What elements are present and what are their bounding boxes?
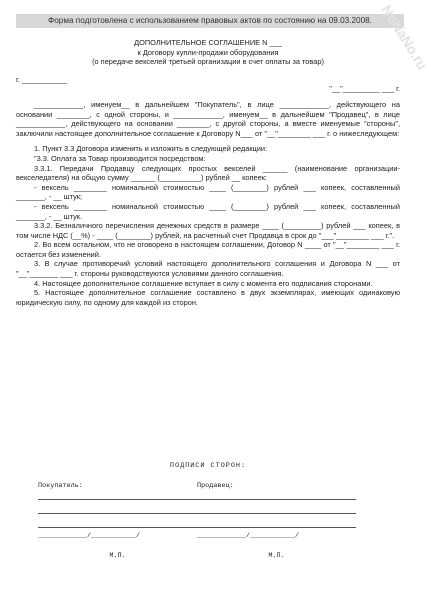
clause-1: 1. Пункт 3.3 Договора изменить и изложить в следующей редакции: (34, 144, 268, 154)
place-line: г. ___________ (16, 74, 68, 84)
signatures-title: ПОДПИСИ СТОРОН: (169, 462, 247, 470)
clause-5: 5. Настоящее дополнительное соглашение составлено в двух экземплярах, имеющих одинаковую юридическую силу, по одному для каждой из сторон. (16, 288, 400, 307)
clause-3: 3. В случае противоречий условий настоящего дополнительного соглашения и Договора N ___ от "__"_______ ___ г. стороны руководствуются условиями данного соглашения. (16, 259, 400, 279)
seller-label: Продавец: (197, 482, 234, 490)
buyer-line-2 (38, 504, 197, 514)
bill-item-1: - вексель ________ номинальной стоимостью ____ (________) рублей ___ копеек, составленный _______, - __ штук; (16, 182, 400, 202)
signatures-block (16, 462, 400, 560)
seller-line-3 (197, 518, 356, 528)
seller-sig-line: ____________/___________/ (197, 532, 299, 540)
document-title: ДОПОЛНИТЕЛЬНОЕ СОГЛАШЕНИЕ N ___ (134, 38, 282, 47)
clause-2: 2. Во всем остальном, что не оговорено в настоящем соглашении, Договор N ____ от "__"________ ___ г. остается без изменений. (16, 240, 400, 259)
document-body (16, 38, 400, 307)
date-line: "__"_________ ___ г. (329, 84, 400, 94)
document-subtitle-note: (о передаче векселей третьей организации в счет оплаты за товар) (92, 57, 324, 67)
clause-3-3-2: 3.3.2. Безналичного перечисления денежных средств в размере ____ (_________) рублей ___ копеек, в том числе НДС (__%) - ____ (________) рублей, на расчетный счет Продавца в срок до "___"________ ___ г.". (16, 221, 400, 240)
buyer-line-1 (38, 490, 197, 500)
buyer-sig-line: ____________/___________/ (38, 532, 140, 540)
form-banner: Форма подготовлена с использованием правовых актов по состоянию на 09.03.2008. (16, 14, 404, 28)
buyer-line-3 (38, 518, 197, 528)
seller-stamp-label: М.П. (268, 552, 285, 560)
buyer-stamp-label: М.П. (109, 552, 126, 560)
clause-3-3: "3.3. Оплата за Товар производится посредством: (34, 153, 206, 163)
parties-paragraph: ____________, именуем__ в дальнейшем "Покупатель", в лице ____________, действующего на основании ________, с одной стороны, и ____________, именуем__ в дальнейшем "Продавец", в лице ____________, действующего на основании ________, с другой стороны, а вместе именуемые "стороны", заключили настоящее дополнительное соглашение к Договору N___ от "__"________ ___ г. о нижеследующем: (16, 99, 400, 138)
buyer-label: Покупатель: (38, 482, 83, 490)
clause-3-3-1: 3.3.1. Передачи Продавцу следующих простых векселей ______ (наименование организации-векселедателя) на общую сумму ______ (__________) рублей __ копеек: (16, 163, 400, 183)
seller-signature (197, 482, 356, 560)
clause-4: 4. Настоящее дополнительное соглашение вступает в силу с момента его подписания сторонами. (34, 278, 373, 288)
seller-line-1 (197, 490, 356, 500)
document-subtitle: к Договору купли-продажи оборудования (137, 47, 279, 57)
buyer-signature (38, 482, 197, 560)
seller-line-2 (197, 504, 356, 514)
bill-item-2: - вексель ________ номинальной стоимостью ____ (________) рублей ___ копеек, составленный _______, - __ штук. (16, 201, 400, 221)
watermark: NoNaNo.ru (378, 2, 431, 73)
